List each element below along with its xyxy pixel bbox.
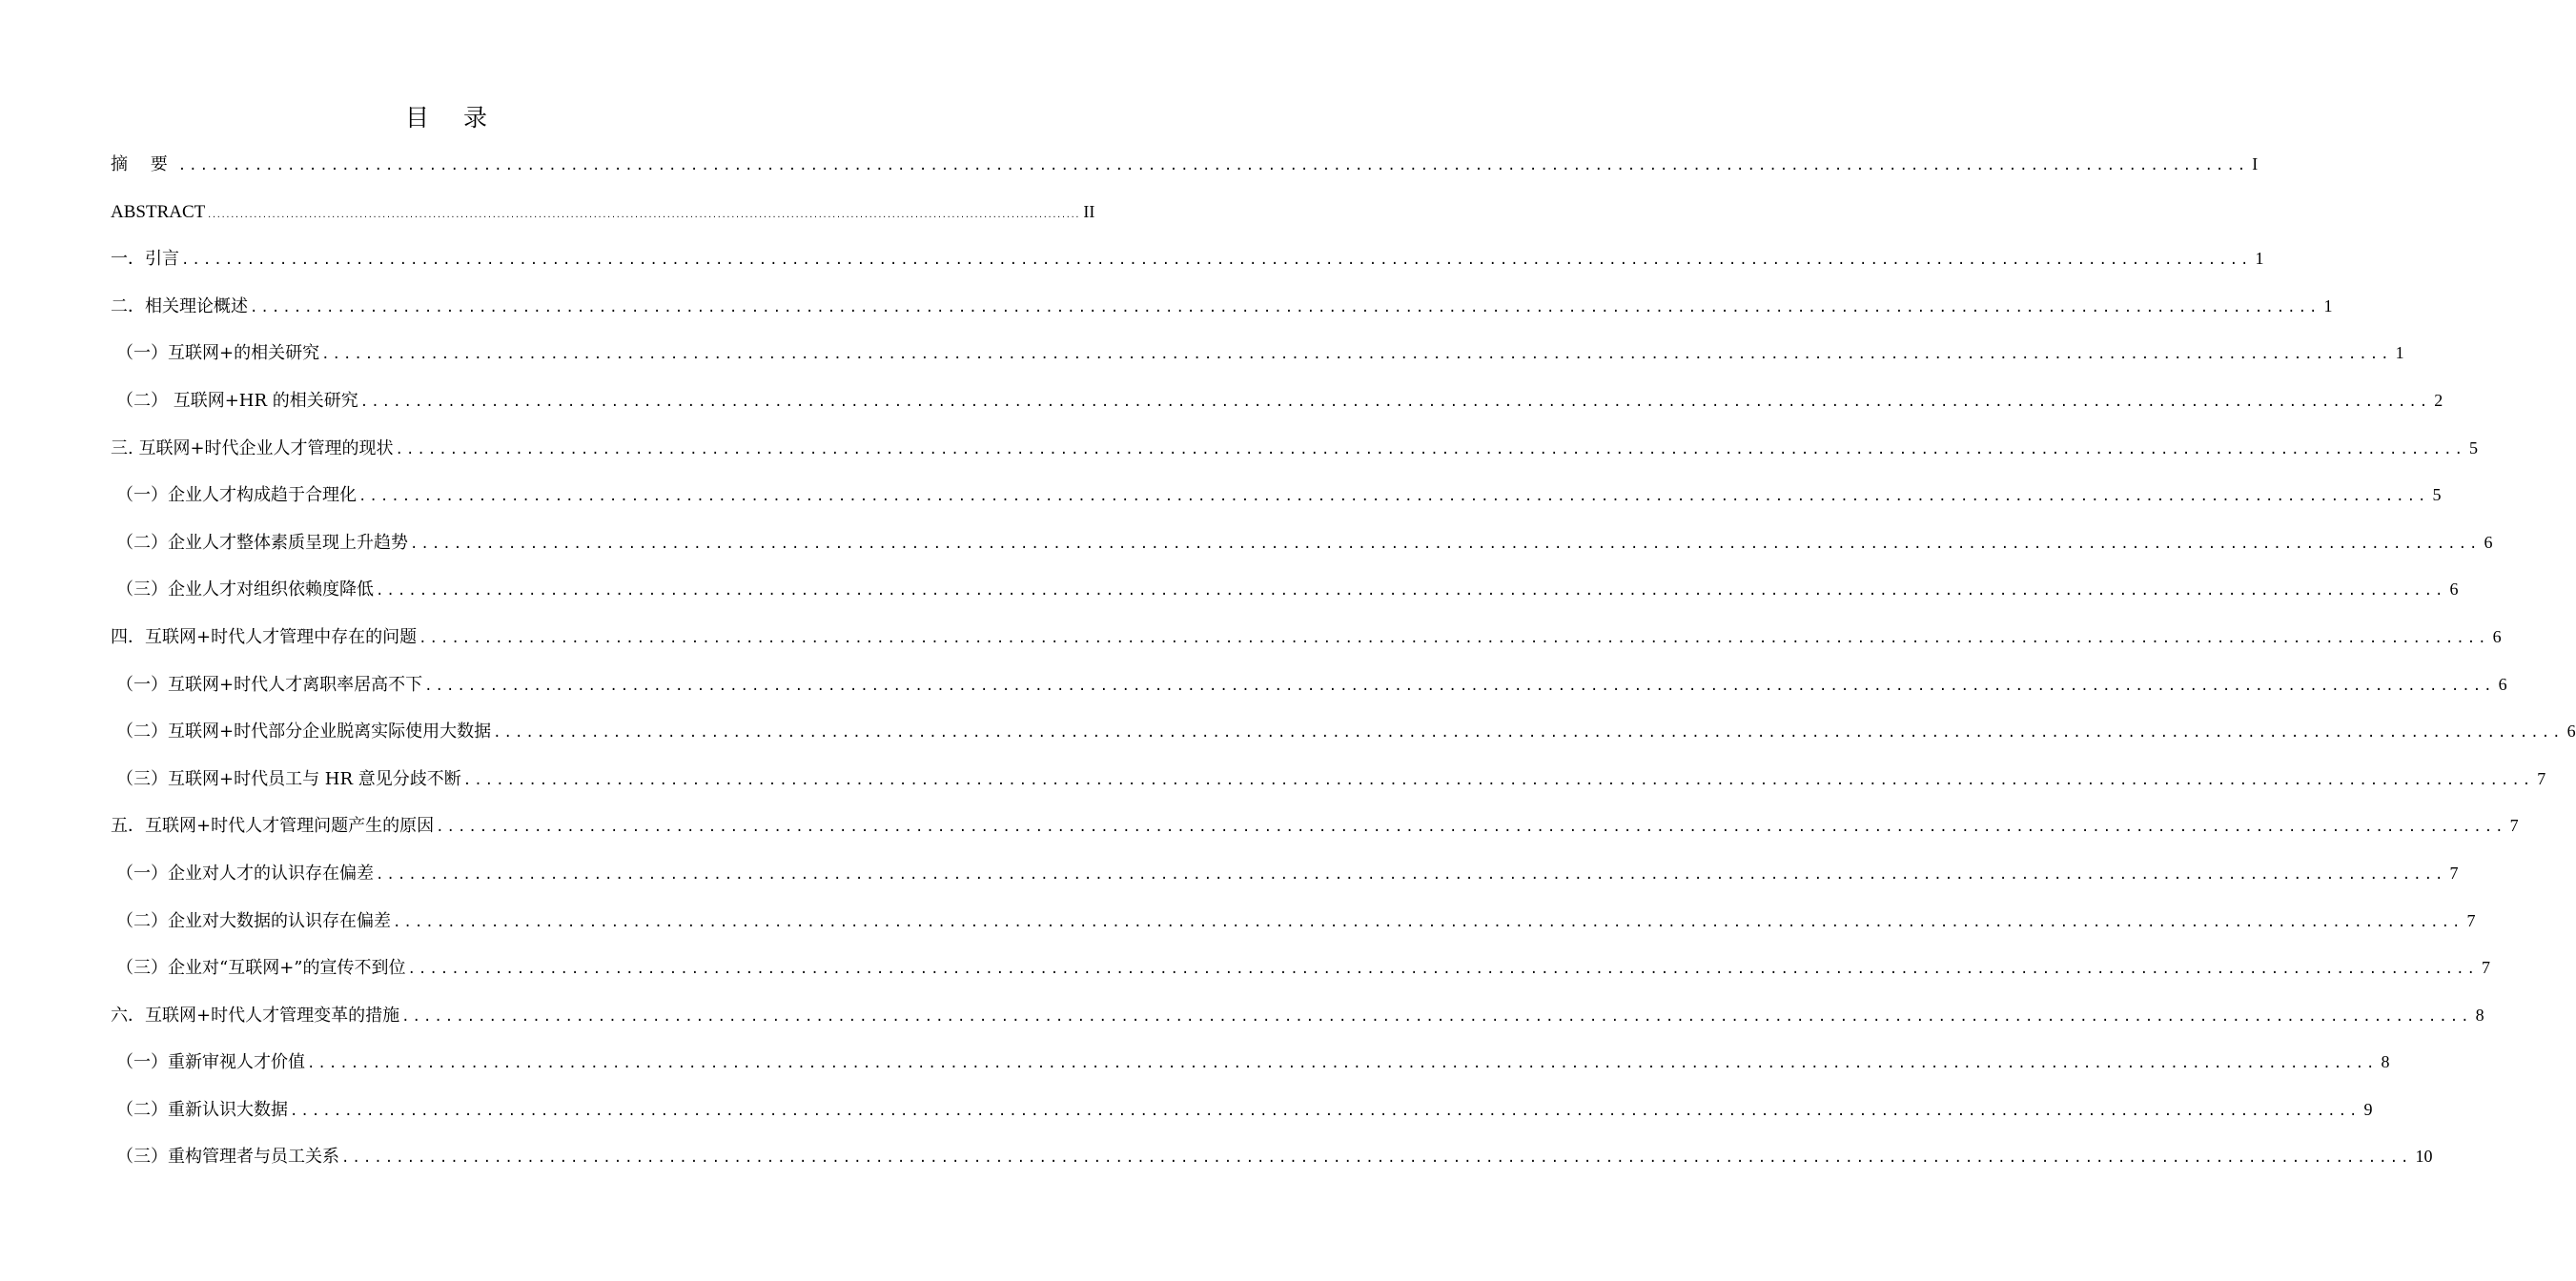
toc-entry-label: （一）互联网+的相关研究	[116, 343, 320, 364]
toc-dot-leader: ..............................................................................................................................................................................................	[358, 489, 2429, 505]
toc-page-number: 1	[2395, 343, 2404, 363]
toc-dot-leader: ..............................................................................................................................................................................................	[207, 210, 1080, 219]
toc-dot-leader: ..............................................................................................................................................................................................	[359, 394, 2431, 410]
toc-page-number: 5	[2432, 485, 2442, 505]
toc-entry[interactable]	[111, 472, 2442, 519]
toc-page-number: 1	[2255, 249, 2264, 269]
toc-page-number: 2	[2434, 390, 2443, 410]
toc-entry[interactable]	[111, 945, 2490, 992]
toc-entry-label: （一）企业人才构成趋于合理化	[116, 485, 357, 506]
toc-entry-label: （二）互联网+时代部分企业脱离实际使用大数据	[116, 722, 492, 742]
toc-page-number: 6	[2492, 626, 2502, 646]
toc-page-number: 8	[2381, 1052, 2390, 1072]
toc-entry[interactable]	[111, 898, 2476, 946]
toc-page-number: 7	[2509, 816, 2519, 836]
toc-entry-label: （三）企业对“互联网+”的宣传不到位	[116, 958, 406, 979]
toc-dot-leader: ..............................................................................................................................................................................................	[181, 253, 2252, 269]
toc-dot-leader: ..............................................................................................................................................................................................	[376, 583, 2446, 600]
toc-entry[interactable]	[111, 803, 2519, 850]
toc-entry-label: （三）企业人才对组织依赖度降低	[116, 580, 374, 600]
toc-entry[interactable]	[111, 1087, 2373, 1134]
toc-entry[interactable]	[111, 189, 1095, 236]
toc-dot-leader: ..............................................................................................................................................................................................	[290, 1103, 2361, 1119]
toc-entry-label: 五．互联网+时代人才管理问题产生的原因	[111, 816, 435, 837]
toc-dot-leader: ..............................................................................................................................................................................................	[424, 678, 2495, 694]
toc-entry-label: （一）重新审视人才价值	[116, 1052, 305, 1073]
toc-entry[interactable]	[111, 425, 2478, 473]
toc-page-number: 1	[2323, 295, 2333, 315]
toc-page-number: 8	[2475, 1005, 2484, 1025]
toc-dot-leader: ..............................................................................................................................................................................................	[436, 820, 2506, 836]
toc-dot-leader: ..............................................................................................................................................................................................	[321, 347, 2392, 363]
toc-dot-leader: ..............................................................................................................................................................................................	[401, 1008, 2472, 1025]
toc-entry[interactable]	[111, 1039, 2390, 1087]
toc-page-number: II	[1083, 201, 1095, 221]
toc-dot-leader: ..............................................................................................................................................................................................	[177, 158, 2249, 173]
toc-entry-label: （二）企业人才整体素质呈现上升趋势	[116, 532, 408, 553]
toc-entry-label: 三. 互联网+时代企业人才管理的现状	[111, 437, 394, 458]
toc-entry-label: （二）重新认识大数据	[116, 1099, 288, 1120]
toc-page-number: 7	[2466, 910, 2476, 930]
toc-page-number: 10	[2415, 1147, 2433, 1167]
toc-page-number: 7	[2449, 863, 2459, 883]
toc-entry[interactable]	[111, 1133, 2433, 1181]
toc-entry[interactable]	[111, 377, 2443, 425]
toc-entry-label: ABSTRACT	[111, 201, 206, 222]
toc-page-number: 7	[2537, 768, 2546, 788]
toc-entry[interactable]	[111, 519, 2493, 567]
toc-dot-leader: ..............................................................................................................................................................................................	[341, 1150, 2412, 1167]
toc-entry[interactable]	[111, 330, 2404, 377]
toc-page-number: 6	[2449, 580, 2459, 600]
toc-entry-label: 一．引言	[111, 249, 179, 270]
toc-dot-leader: ..............................................................................................................................................................................................	[493, 725, 2564, 742]
toc-entry[interactable]	[111, 708, 2576, 756]
toc-page-number: 7	[2481, 958, 2490, 978]
toc-entry-label: 四．互联网+时代人才管理中存在的问题	[111, 626, 418, 647]
toc-entry-label: 六．互联网+时代人才管理变革的措施	[111, 1005, 400, 1026]
toc-page-number: 5	[2469, 437, 2478, 458]
toc-page-number: 6	[2566, 722, 2576, 742]
toc-dot-leader: ..............................................................................................................................................................................................	[407, 962, 2478, 978]
toc-entry[interactable]	[111, 850, 2459, 898]
toc-dot-leader: ..............................................................................................................................................................................................	[250, 299, 2320, 315]
toc-entry[interactable]	[111, 141, 2259, 189]
toc-entry-label: 二．相关理论概述	[111, 295, 248, 316]
toc-dot-leader: ..............................................................................................................................................................................................	[393, 914, 2464, 930]
toc-entry-label: （二） 互联网+HR 的相关研究	[116, 390, 358, 411]
toc-dot-leader: ..............................................................................................................................................................................................	[395, 441, 2465, 458]
toc-entry-label: 摘 要	[111, 154, 176, 174]
toc-title: 目 录	[405, 104, 501, 132]
toc-dot-leader: ..............................................................................................................................................................................................	[410, 536, 2481, 552]
toc-dot-leader: ..............................................................................................................................................................................................	[307, 1056, 2378, 1072]
toc-entry-label: （二）企业对大数据的认识存在偏差	[116, 910, 391, 931]
toc-entry[interactable]	[111, 756, 2546, 803]
toc-page-number: 6	[2498, 674, 2507, 694]
toc-entry-label: （三）互联网+时代员工与 HR 意见分歧不断	[116, 768, 461, 789]
toc-list	[111, 141, 2576, 1181]
toc-dot-leader: ..............................................................................................................................................................................................	[462, 772, 2534, 788]
toc-dot-leader: ..............................................................................................................................................................................................	[376, 866, 2446, 883]
toc-entry[interactable]	[111, 992, 2484, 1040]
toc-page-number: I	[2252, 154, 2259, 173]
toc-entry-label: （一）互联网+时代人才离职率居高不下	[116, 674, 423, 695]
toc-entry[interactable]	[111, 235, 2264, 283]
toc-dot-leader: ..............................................................................................................................................................................................	[419, 630, 2489, 646]
toc-entry-label: （三）重构管理者与员工关系	[116, 1147, 339, 1168]
toc-entry[interactable]	[111, 614, 2502, 661]
toc-entry-label: （一）企业对人才的认识存在偏差	[116, 863, 374, 884]
toc-entry[interactable]	[111, 283, 2333, 331]
toc-page-number: 6	[2484, 532, 2493, 552]
toc-page-number: 9	[2363, 1099, 2373, 1119]
toc-entry[interactable]	[111, 566, 2459, 614]
toc-entry[interactable]	[111, 661, 2507, 709]
